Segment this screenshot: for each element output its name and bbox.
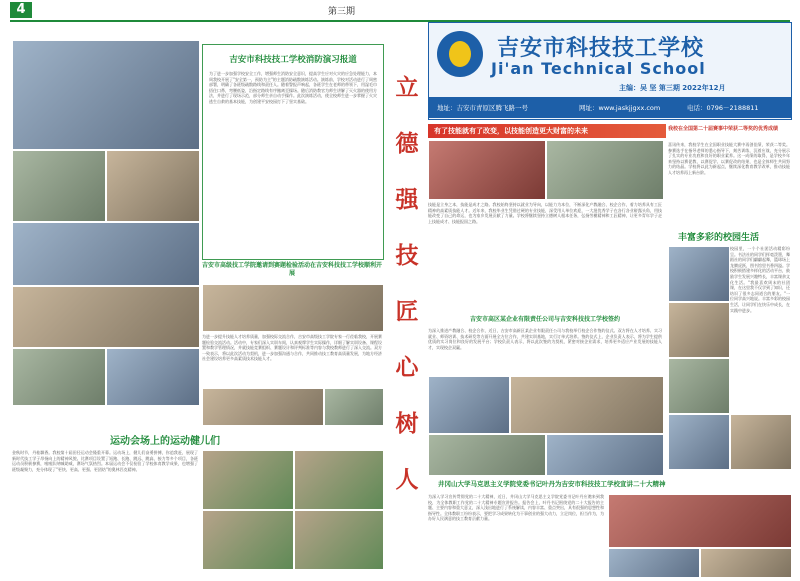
competition-title: 我校在全国第二十届赛事中荣获二等奖的优秀成绩 (668, 126, 779, 132)
school-address: 地址：吉安市青原区腾飞路一号 (437, 104, 528, 112)
photo-campus-2 (668, 302, 730, 358)
photo-campus-5 (730, 414, 792, 470)
photo-drill-line (12, 150, 106, 222)
fire-drill-article (202, 44, 384, 260)
college-exam-body: 为进一步提升技能人才培养质量，加强校际交流合作，吉安市高级技工学院专家一行莅临我校，开展赛题检验交流活动。活动中，专家们深入实训车间，认真观摩学生实际操作，详细了解实训设备、课程设置和教学管理情况，并就技能竞赛组织、赛题设计和评判标准等内容与我校教师进行了深入交流。双方一致表示，将以此次活动为契机，进一步加强沟通与合作，共同推动技工教育高质量发展，为地方经济社会建设培养更多高素质技术技能人才。 (202, 334, 382, 362)
photo-lecture-1 (608, 548, 700, 578)
school-website: 网址：www.jaskjjgxx.com (579, 104, 661, 112)
college-exam-article (202, 262, 382, 462)
slogan-char: 心 (395, 354, 419, 381)
photo-lecture-hall (608, 494, 792, 548)
fire-drill-body: 为了进一步加强学校安全工作，增强师生消防安全意识，提高学生应对火灾的应急处理能力，本周我校开展了"安全第一，预防为主"的主题消防疏散演练活动。演练前，学校对活动进行了周密部署，明确了各班级疏散路线和责任人。随着警报声响起，各班学生在老师的带领下，用湿毛巾捂住口鼻，弯腰低姿，沿指定路线有序撤离至操场。随后消防教官为师生讲解了灭火器的使用方法，并进行了现场示范，部分师生亲自动手操作。此次演练活动，使全校师生进一步掌握了火灾逃生自救的基本技能，为创建平安校园打下了坚实基础。 (209, 71, 377, 104)
photo-campus-1 (668, 246, 730, 302)
photo-group-visit-2 (324, 388, 384, 426)
slogan-char: 强 (395, 186, 419, 213)
lecture-body: 为深入学习宣传贯彻党的二十大精神，近日，井冈山大学马克思主义学院党委书记叶丹应邀来到我校，为全体教职工作党的二十大精神专题宣讲报告。报告会上，叶丹书记围绕党的二十大报告的主题、主要内容和重大意义，深入浅出地进行了系统解读，内容丰富、重点突出，具有很强的思想性和指导性。全体教职工纷纷表示，要把学习成果转化为干事创业的强大动力，立足岗位，担当作为，为办好人民满意的技工教育贡献力量。 (428, 494, 604, 522)
photo-signing-1 (428, 376, 510, 434)
photo-runners-3 (202, 510, 294, 570)
school-name-cn: 吉安市科技技工学校 (497, 36, 705, 61)
photo-workshop-2 (106, 348, 200, 406)
sports-body: 金秋时节，丹桂飘香。我校第十届田径运动会隆重开幕。运动场上，健儿们奋勇拼搏，你追我赶，展现了新时代技工学子昂扬向上的精神风貌。比赛项目设置了短跑、长跑、跳远、跳高、接力等多个项目，各班运动员积极参赛，啦啦队呐喊助威，赛场气氛热烈。本届运动会不仅检验了学校体育教学成果，也增强了班级凝聚力，充分体现了"更快、更高、更强、更团结"的奥林匹克精神。 (12, 450, 198, 472)
issue-label: 第三期 (328, 7, 356, 17)
vocational-banner: 有了技能就有了改变，以技能创造更大财富的未来 (428, 124, 666, 138)
slogan-char: 树 (395, 410, 419, 437)
slogan-char: 人 (395, 466, 419, 493)
photo-lecture-2 (700, 548, 792, 578)
slogan-char: 德 (395, 130, 419, 157)
college-exam-title: 吉安市高级技工学院邀请到赛题检验活动在吉安科技技工学校顺利开展 (202, 262, 383, 277)
photo-workshop-1 (12, 348, 106, 406)
photo-group-visit (202, 388, 324, 426)
slogan-char: 技 (395, 242, 419, 269)
photo-exam-ceremony (202, 284, 384, 332)
campus-life-title: 丰富多彩的校园生活 (678, 233, 760, 243)
enterprise-title: 吉安市高区某企业有限责任公司与吉安科技技工学校签约 (469, 316, 620, 323)
school-phone: 电话：0796－2188811 (687, 104, 759, 112)
page-number: 4 (10, 2, 32, 18)
photo-campus-3 (668, 358, 730, 414)
enterprise-body: 为深入推进产教融合、校企合作，近日，吉安市高新区某企业有限责任公司与我校举行校企合作签约仪式。双方将在人才培养、实习就业、师资培训、技术研发等方面开展全方位合作，共建实训基地，实行订单式培养。签约仪式上，企业负责人表示，将为学生提供优质的实习岗位和良好的发展平台；学校负责人表示，将以此次签约为契机，紧密对接企业需求，培养更多适应产业发展的技能人才，实现校企双赢。 (428, 328, 662, 350)
photo-runners-1 (202, 450, 294, 510)
photo-drill-assembly (12, 222, 200, 286)
photo-skills-graduates (428, 140, 546, 200)
photo-campus-4 (668, 414, 730, 470)
competition-body: 喜讯传来，我校学生在全国职业技能大赛中再创佳绩，荣获二等奖。参赛选手在指导老师的悉心指导下，刻苦训练，沉着应战，充分展示了扎实的专业功底和良好的职业素养。这一成绩的取得，是学校多年来坚持以赛促教、以赛促学、以赛促改的结果，也是全体师生共同努力的结晶。学校将以此为新起点，继续深化教育教学改革，推动技能人才培养再上新台阶。 (668, 142, 790, 175)
masthead (428, 22, 792, 120)
photo-signing-3 (428, 434, 546, 476)
sports-title: 运动会场上的运动健儿们 (110, 436, 220, 447)
school-name-en: Ji'an Technical School (491, 59, 706, 78)
photo-extinguisher (12, 286, 200, 348)
slogan-char: 匠 (395, 298, 419, 325)
photo-signing-2 (510, 376, 664, 434)
vocational-body: 技能是立身之本，技能是成才之路。我校始终坚持以就业为导向，以能力为本位，不断深化产教融合、校企合作，着力培养具有工匠精神的高素质技能人才。近年来，我校毕业生凭借过硬的专业技能，深受用人单位欢迎，一大批优秀学子在各行各业崭露头角，用技能改变了自己的命运，也为家乡发展贡献了力量。学校将继续坚持立德树人根本任务，弘扬劳模精神和工匠精神，让更多青年学子走上技能成才、技能报国之路。 (428, 202, 662, 224)
photo-skills-students (546, 140, 664, 200)
fire-drill-title: 吉安市科技技工学校消防演习报道 (229, 55, 357, 65)
left-column (10, 22, 385, 577)
editor-line: 主编：吴 坚 第三期 2022年12月 (619, 84, 726, 92)
vertical-slogan (392, 60, 422, 508)
slogan-char: 立 (395, 74, 419, 101)
photo-drill-line-2 (106, 150, 200, 222)
contact-bar (429, 97, 791, 118)
photo-runners-2 (294, 450, 384, 510)
photo-school-buildings (12, 40, 200, 150)
photo-signing-4 (546, 434, 664, 476)
school-logo (437, 31, 483, 77)
campus-life-body: 校园里，一个个社团活动精彩纷呈。书法社的同学们挥毫泼墨，舞蹈社的同学们翩翩起舞，篮球场上龙腾虎跃，图书馆里书香四溢。学校积极搭建多样化的活动平台，鼓励学生发展兴趣特长，丰富课余文化生活。"我最喜欢周末的社团课，在这里我不仅学到了知识，还结识了很多志同道合的朋友。"一位同学高兴地说。丰富多彩的校园生活，让同学们在快乐中成长，在实践中进步。 (730, 246, 790, 313)
photo-runners-4 (294, 510, 384, 570)
right-column (428, 22, 790, 577)
lecture-title: 井冈山大学马克思主义学院党委书记叶丹为吉安市科技技工学校宣讲二十大精神 (438, 480, 666, 488)
